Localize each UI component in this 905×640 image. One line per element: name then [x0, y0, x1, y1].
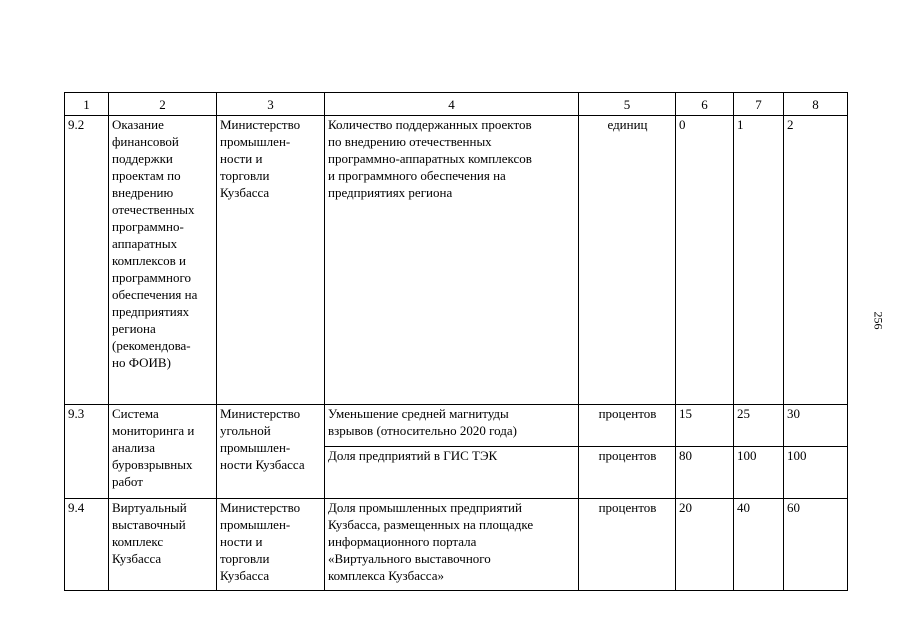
indicator-name: Количество поддержанных проектов по внедрению отечественных программно-аппаратных комплексов и программного обеспечения на предприятиях региона — [325, 116, 579, 405]
column-header-3: 3 — [217, 93, 325, 116]
indicator-unit: единиц — [579, 116, 676, 405]
column-header-1: 1 — [65, 93, 109, 116]
table-row — [65, 405, 848, 447]
column-header-4: 4 — [325, 93, 579, 116]
indicator-unit: процентов — [579, 447, 676, 499]
header-row — [65, 93, 848, 116]
indicator-name: Уменьшение средней магнитуды взрывов (относительно 2020 года) — [325, 405, 579, 447]
indicator-value-6: 0 — [676, 116, 734, 405]
column-header-8: 8 — [784, 93, 848, 116]
indicator-name: Доля промышленных предприятий Кузбасса, размещенных на площадке информационного портала «Виртуального выставочного комплекса Кузбасса» — [325, 499, 579, 591]
indicator-value-7: 100 — [734, 447, 784, 499]
measure-name: Оказание финансовой поддержки проектам по внедрению отечественных программно- аппаратных комплексов и программного обеспечения на предприятиях региона (рекомендова- но ФОИВ) — [109, 116, 217, 405]
indicator-value-6: 80 — [676, 447, 734, 499]
table-row — [65, 116, 848, 405]
indicator-value-6: 15 — [676, 405, 734, 447]
indicator-value-7: 40 — [734, 499, 784, 591]
indicator-unit: процентов — [579, 499, 676, 591]
column-header-5: 5 — [579, 93, 676, 116]
measure-name: Виртуальный выставочный комплекс Кузбасса — [109, 499, 217, 591]
indicator-value-8: 30 — [784, 405, 848, 447]
indicator-value-8: 2 — [784, 116, 848, 405]
row-number: 9.2 — [65, 116, 109, 405]
indicator-value-8: 100 — [784, 447, 848, 499]
indicator-unit: процентов — [579, 405, 676, 447]
executor-name: Министерство промышлен- ности и торговли Кузбасса — [217, 116, 325, 405]
indicator-name: Доля предприятий в ГИС ТЭК — [325, 447, 579, 499]
column-header-2: 2 — [109, 93, 217, 116]
row-number: 9.3 — [65, 405, 109, 499]
column-header-6: 6 — [676, 93, 734, 116]
measure-name: Система мониторинга и анализа буровзрывных работ — [109, 405, 217, 499]
page-number: 256 — [871, 311, 886, 330]
indicators-table — [64, 92, 848, 591]
indicator-value-8: 60 — [784, 499, 848, 591]
indicator-value-7: 25 — [734, 405, 784, 447]
executor-name: Министерство промышлен- ности и торговли Кузбасса — [217, 499, 325, 591]
row-number: 9.4 — [65, 499, 109, 591]
table-row — [65, 499, 848, 591]
column-header-7: 7 — [734, 93, 784, 116]
executor-name: Министерство угольной промышлен- ности Кузбасса — [217, 405, 325, 499]
indicator-value-6: 20 — [676, 499, 734, 591]
indicator-value-7: 1 — [734, 116, 784, 405]
